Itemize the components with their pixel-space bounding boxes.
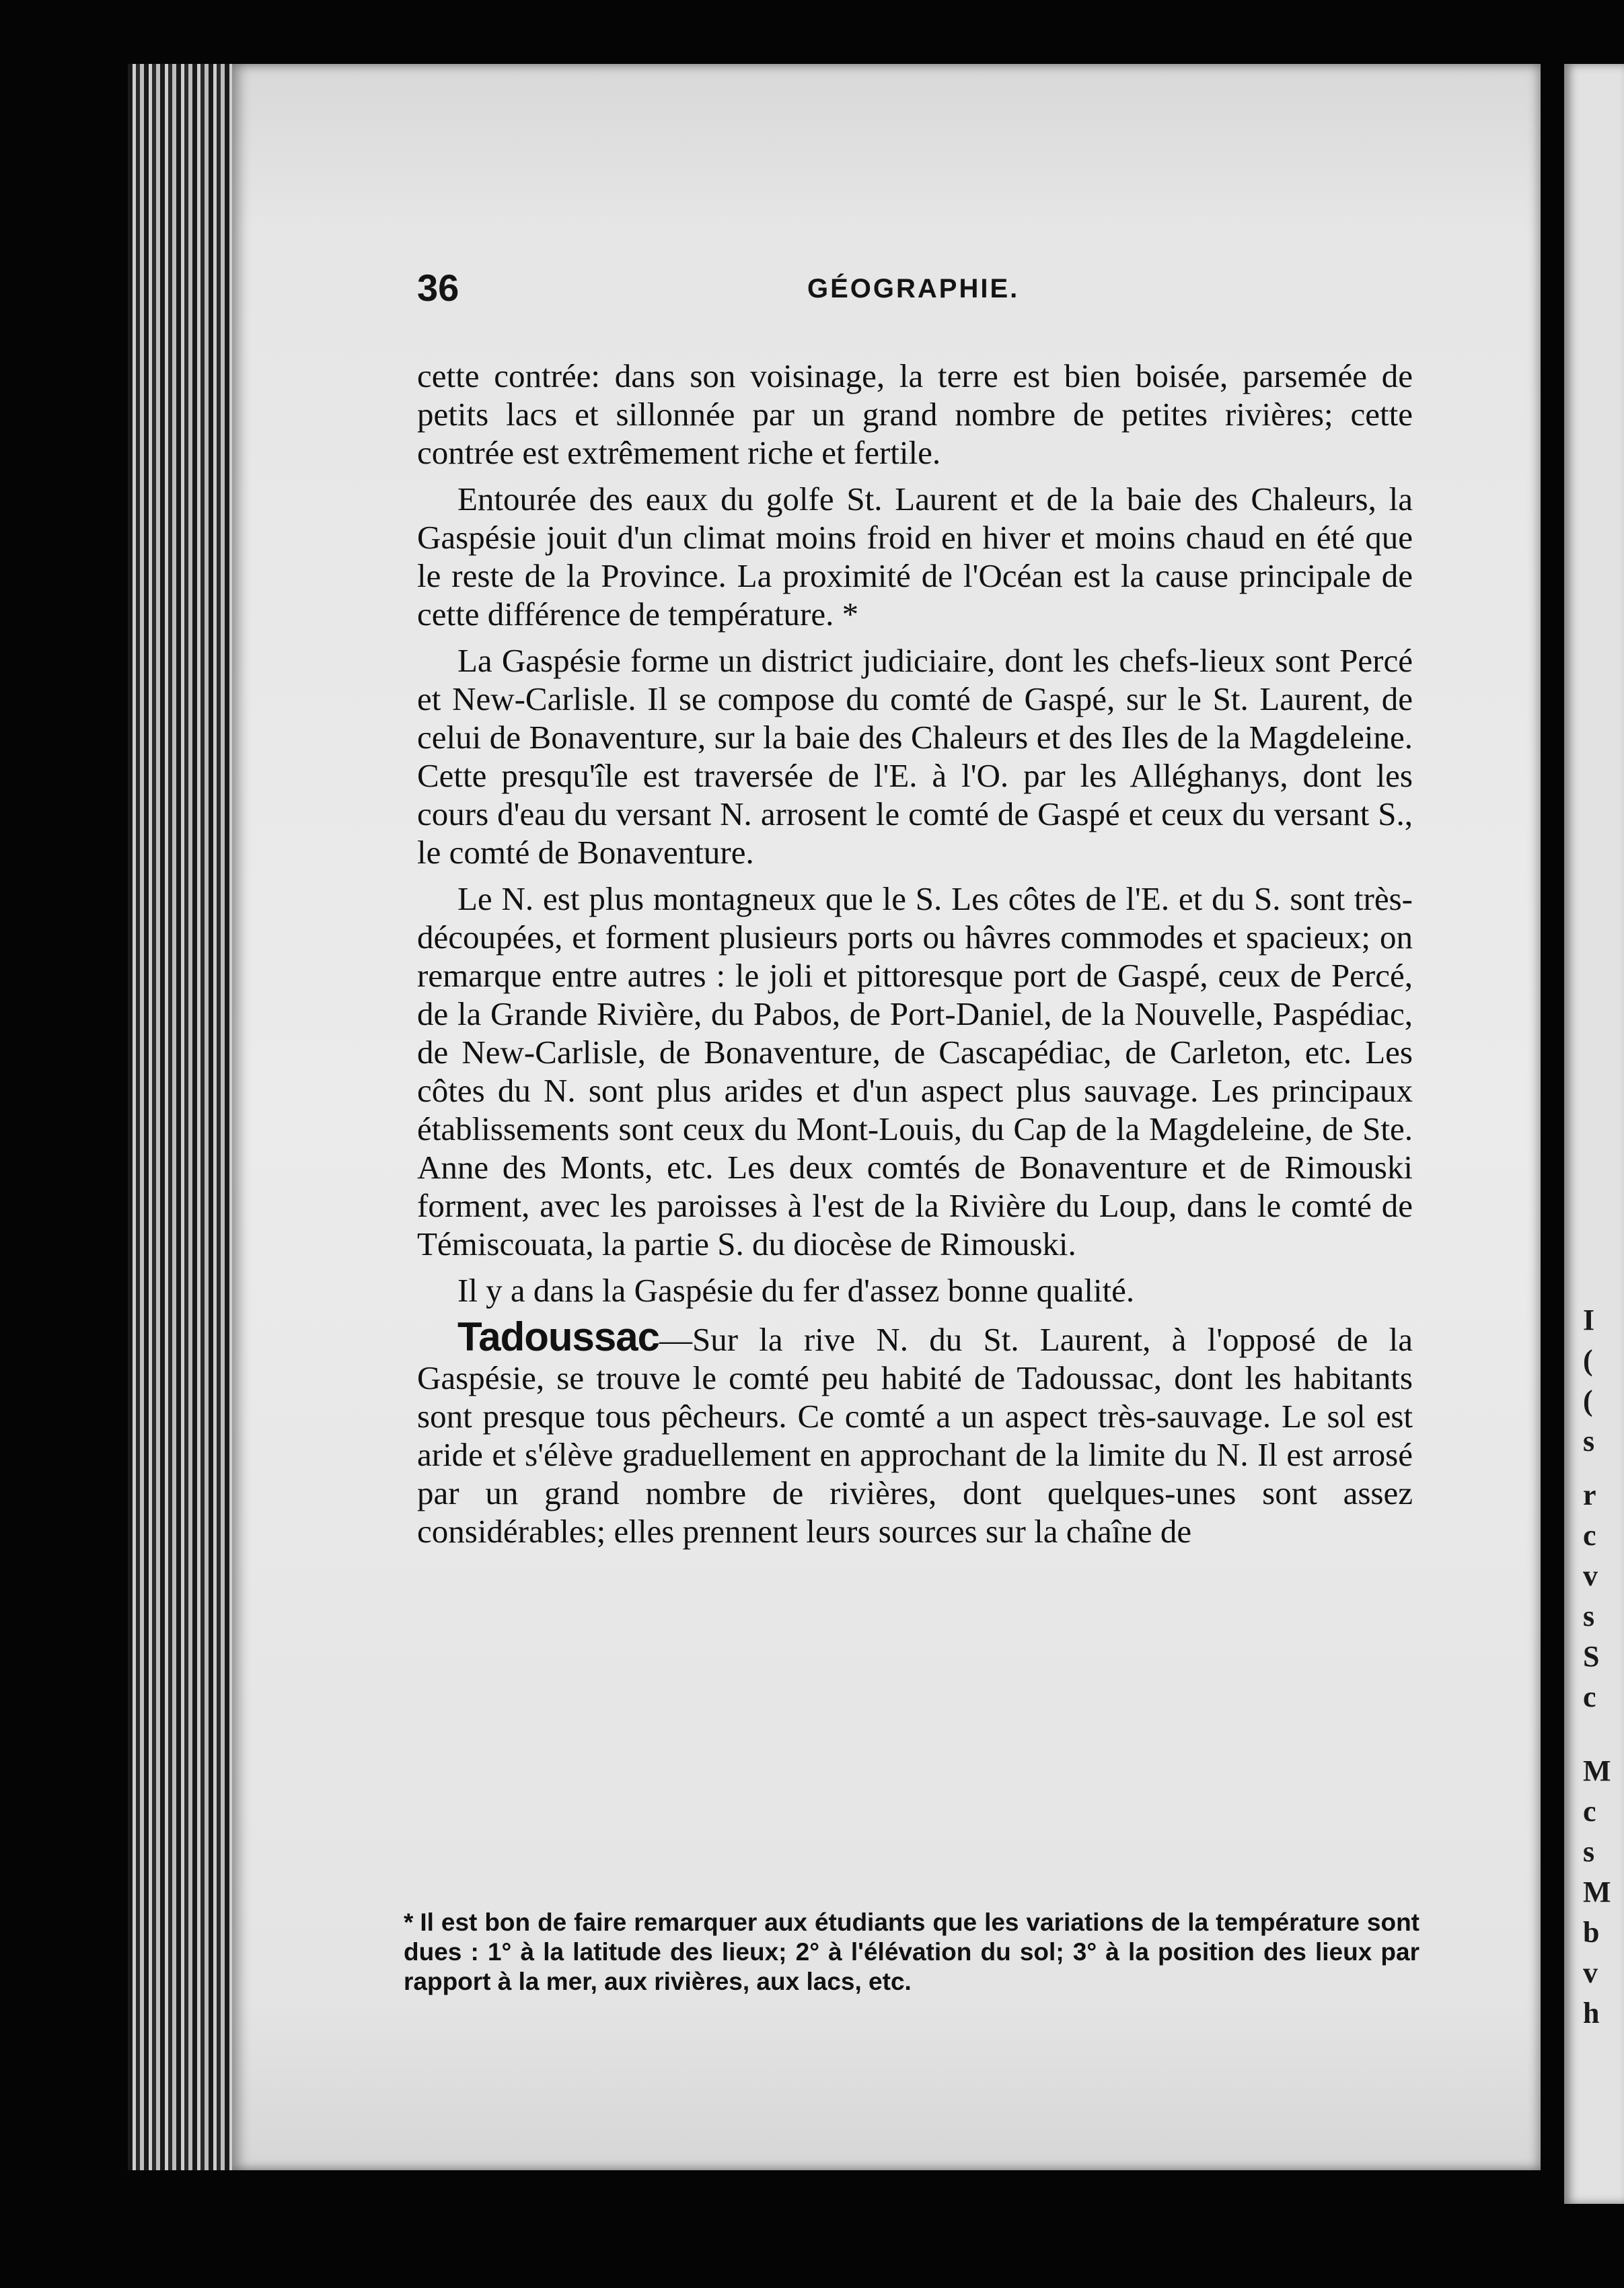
facing-page-letter: M [1583,1754,1611,1787]
running-head [417,266,1446,313]
facing-page-letter: h [1583,1997,1600,2030]
page-number: 36 [417,266,459,309]
book-page-edges [128,64,242,2170]
footnote-marker: * [404,1908,414,1936]
paragraph: cette contrée: dans son voisinage, la terre est bien boisée, parsemée de petits lacs et sillonnée par un grand nombre de petites rivières; cette contrée est extrêmement riche et fertile. [417,357,1413,471]
facing-page-letter: M [1583,1875,1611,1908]
paragraph: Il y a dans la Gaspésie du fer d'assez bonne qualité. [457,1272,1135,1309]
facing-page-letter: s [1583,1835,1595,1868]
facing-page-letter: I [1583,1303,1595,1336]
facing-page-letter: v [1583,1559,1598,1592]
facing-page-letter: s [1583,1600,1595,1633]
facing-page-letter: ( [1583,1384,1593,1417]
facing-page-edge [1564,64,1624,2204]
tadoussac-paragraph [417,1314,1413,1550]
facing-page-letter: r [1583,1478,1596,1511]
facing-page-letter: c [1583,1519,1596,1552]
footnote-text: Il est bon de faire remarquer aux étudiants que les variations de la température sont dues : 1° à la latitude des lieux; 2° à l'élévation du sol; 3° à la position des lieux par rapport à la mer, aux rivières, aux lacs, etc. [404,1908,1419,1995]
facing-page-letter: c [1583,1795,1596,1828]
facing-page-letter: s [1583,1425,1595,1458]
facing-page-letter: c [1583,1680,1596,1713]
section-heading-tadoussac: Tadoussac [457,1314,659,1359]
facing-page-letter: b [1583,1916,1600,1949]
facing-page-letter: ( [1583,1344,1593,1377]
running-title: GÉOGRAPHIE. [807,274,1020,303]
facing-page-letter: S [1583,1640,1600,1673]
paragraph: La Gaspésie forme un district judiciaire, dont les chefs-lieux sont Percé et New-Carlisle. Il se compose du comté de Gaspé, sur le St. Laurent, de celui de Bonaventure, sur la baie des Chaleurs et des Iles de la Magdeleine. Cette presqu'île est traversée de l'E. à l'O. par les Alléghanys, dont les cours d'eau du versant N. arrosent le comté de Gaspé et ceux du versant S., le comté de Bonaventure. [417,642,1413,871]
paragraph: Entourée des eaux du golfe St. Laurent et de la baie des Chaleurs, la Gaspésie jouit d'un climat moins froid en hiver et moins chaud en été que le reste de la Province. La proximité de l'Océan est la cause principale de cette différence de température. * [417,480,1413,633]
facing-page-letter: v [1583,1956,1598,1989]
paragraph: Le N. est plus montagneux que le S. Les côtes de l'E. et du S. sont très-découpées, et forment plusieurs ports ou hâvres commodes et spacieux; on remarque entre autres : le joli et pittoresque port de Gaspé, ceux de Percé, de la Grande Rivière, du Pabos, de Port-Daniel, de la Nouvelle, Paspédiac, de New-Carlisle, de Bonaventure, de Cascapédiac, de Carleton, etc. Les côtes du N. sont plus arides et d'un aspect plus sauvage. Les principaux établissements sont ceux du Mont-Louis, du Cap de la Magdeleine, de Ste. Anne des Monts, etc. Les deux comtés de Bonaventure et de Rimouski forment, avec les paroisses à l'est de la Rivière du Loup, dans le comté de Témiscouata, la partie S. du diocèse de Rimouski. [417,880,1413,1262]
footnote [404,1908,1419,1997]
tadoussac-text: —Sur la rive N. du St. Laurent, à l'opposé de la Gaspésie, se trouve le comté peu habité de Tadoussac, dont les habitants sont presque tous pêcheurs. Ce comté a un aspect très-sauvage. Le sol est aride et s'élève graduellement en approchant de la limite du N. Il est arrosé par un grand nombre de rivières, dont quelques-unes sont assez considérables; elles prennent leurs sources sur la chaîne de [417,1321,1413,1550]
body-text [417,357,1413,1559]
